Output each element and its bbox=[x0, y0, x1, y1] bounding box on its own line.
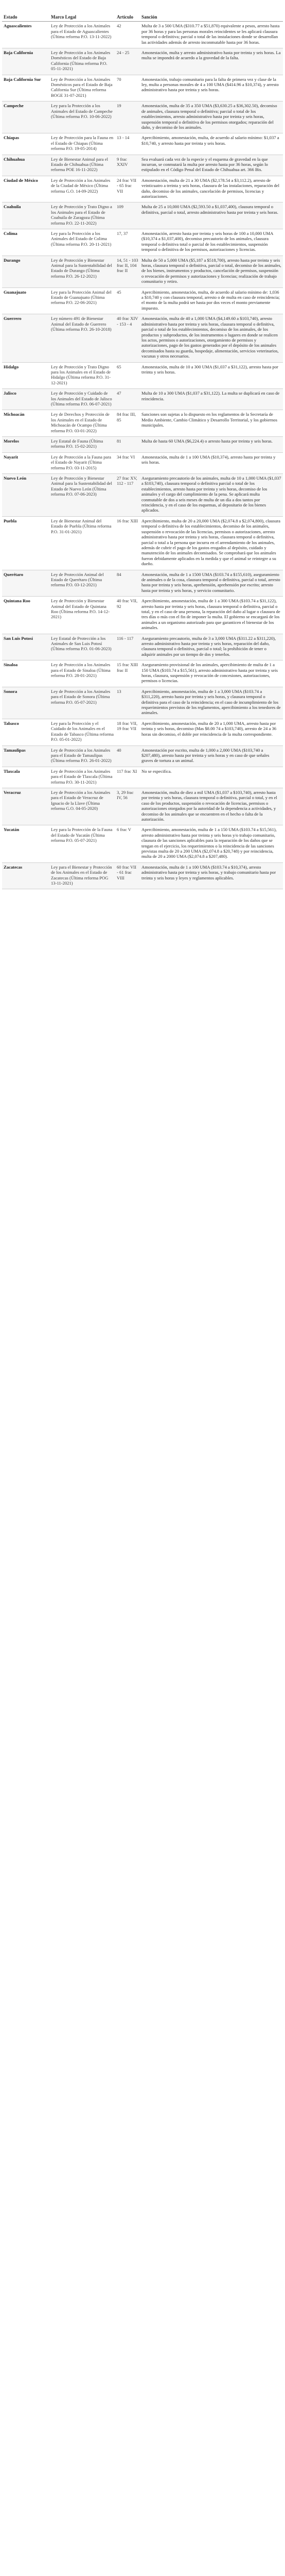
state-cell: Chihuahua bbox=[2, 155, 49, 176]
state-cell: Zacatecas bbox=[2, 862, 49, 889]
state-cell: Veracruz bbox=[2, 788, 49, 825]
article-cell: 116 - 117 bbox=[115, 634, 140, 660]
legal-framework-cell: Ley de Bienestar Animal del Estado de Puebla (Última reforma P.O. 31-01-2021) bbox=[49, 516, 115, 570]
table-row bbox=[2, 474, 283, 517]
sanction-cell: Amonestación, multa de 1 a 1500 UMA ($103.74 a $155,610), aseguramiento de animales o de la cosa, clausura temporal o definitiva, parcial o total, arresto hasta por treinta y seis horas, aprehensión, aprehensión por escrito; arresto hasta por treinta y seis horas, y servicio comunitario. bbox=[140, 570, 283, 597]
sanction-cell: Apercibimiento, multa de 20 a 20,000 UMA ($2,074.8 a $2,074,800), clausura temporal o definitiva de los establecimientos, decomiso de los animales, suspensión o revocación de las licencias, permisos o autorizaciones, arresto administrativo hasta por treinta y seis horas, clausura temporal o definitiva, parcial o total a la persona que incurra en el arrendamiento de los animales, además de cubrir el pago de los gastos erogados al depósito, cuidado y manutención de los animales decomisados. Se comprobará que los animales fueron debidamente aplicados en la medida y que el animal se reintegre a su dueño. bbox=[140, 516, 283, 570]
sanction-cell: Multa de 3 a 500 UMA ($310.77 a $51,870) equivalente a pesos, arresto hasta por 36 horas y para las personas morales reincidentes se les aplicará clausura temporal o definitiva; parcial o total de las instalaciones donde se desarrollan las actividades además de arresto inconmutable hasta por 36 horas. bbox=[140, 22, 283, 48]
state-cell: Ciudad de México bbox=[2, 176, 49, 202]
legal-framework-cell: Ley de Protección a los Animales para el Estado de Tamaulipas (Última reforma P.O. 26-01-2022) bbox=[49, 745, 115, 767]
table-row bbox=[2, 287, 283, 314]
legal-framework-cell: Ley número 491 de Bienestar Animal del Estado de Guerrero (Última reforma P.O. 26-10-2018) bbox=[49, 314, 115, 362]
sanction-cell: Amonestación, multa y arresto administrativo hasta por treinta y seis horas. La multa se impondrá de acuerdo a la gravedad de la falta. bbox=[140, 48, 283, 75]
table-row bbox=[2, 256, 283, 287]
legal-framework-cell: Ley de Protección y Bienestar Animal para la Sustentabilidad del Estado de Nuevo León (Última reforma P.O. 07-06-2023) bbox=[49, 474, 115, 517]
legal-framework-cell: Ley para la Protección a los Animales del Estado de Campeche (Última reforma P.O. 10-06-2022) bbox=[49, 101, 115, 133]
table-row bbox=[2, 133, 283, 155]
legal-framework-cell: Ley para el Bienestar y Protección de los Animales en el Estado de Zacatecas (Última reforma POG 13-11-2021) bbox=[49, 862, 115, 889]
legal-framework-cell: Ley de Protección Animal del Estado de Querétaro (Última reforma P.O. 03-12-2021) bbox=[49, 570, 115, 597]
state-cell: Puebla bbox=[2, 516, 49, 570]
legal-framework-cell: Ley de Protección y Bienestar Animal para la Sustentabilidad del Estado de Durango (Última reforma P.O. 26-12-2021) bbox=[49, 256, 115, 287]
sanction-cell: Amonestación, trabajo comunitario para la falta de primera vez y clase de la ley, multa a personas morales de 4 a 100 UMA ($414.96 a $10,374), y arresto administrativo hasta por treinta y seis horas. bbox=[140, 75, 283, 101]
legal-framework-cell: Ley para la Protección y el Cuidado de los Animales en el Estado de Tabasco (Última reforma P.O. 05-01-2022) bbox=[49, 719, 115, 745]
sanction-cell: Amonestación, multa de 10 a 300 UMA ($1,037 a $31,122), arresto hasta por treinta y seis horas. bbox=[140, 362, 283, 389]
state-cell: Colima bbox=[2, 229, 49, 256]
article-cell: 13 - 14 bbox=[115, 133, 140, 155]
article-cell: 40 bbox=[115, 745, 140, 767]
legal-framework-cell: Ley de Protección a los Animales Domésticos del Estado de Baja California (Última reforma P.O. 05-11-2021) bbox=[49, 48, 115, 75]
state-cell: Sinaloa bbox=[2, 660, 49, 687]
table-row bbox=[2, 75, 283, 101]
state-cell: Campeche bbox=[2, 101, 49, 133]
table-row bbox=[2, 788, 283, 825]
article-cell: 24 frac VII - 65 frac VII bbox=[115, 176, 140, 202]
state-cell: Nayarit bbox=[2, 452, 49, 473]
table-row bbox=[2, 22, 283, 48]
sanction-cell: No se especifica. bbox=[140, 767, 283, 788]
article-cell: 6 frac V bbox=[115, 825, 140, 862]
legal-framework-cell: Ley de Protección a los Animales para el Estado de Sinaloa (Última reforma P.O. 28-01-2021) bbox=[49, 660, 115, 687]
state-cell: Tabasco bbox=[2, 719, 49, 745]
article-cell: 40 frac VII, 92 bbox=[115, 597, 140, 634]
table-row bbox=[2, 660, 283, 687]
article-cell: 84 bbox=[115, 570, 140, 597]
table-row bbox=[2, 825, 283, 862]
state-cell: Guanajuato bbox=[2, 287, 49, 314]
article-cell: 15 frac XIII frac II bbox=[115, 660, 140, 687]
sanction-cell: Sea evaluará cada vez de la especie y el esquema de gravedad en la que incurran, se conmutará la multa por arresto hasta por 36 horas, según lo estipulado en el Código Penal del Estado de Chihuahua art. 366 Bis. bbox=[140, 155, 283, 176]
legal-framework-cell: Ley para la Protección a los Animales del Estado de Colima (Última reforma P.O. 20-11-2021) bbox=[49, 229, 115, 256]
table-row bbox=[2, 362, 283, 389]
article-cell: 17, 37 bbox=[115, 229, 140, 256]
article-cell: 40 frac XIV - 153 - 4 bbox=[115, 314, 140, 362]
sanction-cell: Multa de 25 a 10,000 UMA ($2,593.50 a $1,037,400), clausura temporal o definitiva, parcial o total, arresto administrativo hasta por treinta y seis horas. bbox=[140, 202, 283, 229]
legal-framework-cell: Ley Estatal de Protección a los Animales de San Luis Potosí (Última reforma P.O. 01-06-2023) bbox=[49, 634, 115, 660]
table-row bbox=[2, 389, 283, 410]
article-cell: 14, 51 - 103 frac II, 104 frac II bbox=[115, 256, 140, 287]
state-cell: Yucatán bbox=[2, 825, 49, 862]
article-cell: 65 bbox=[115, 362, 140, 389]
legal-framework-cell: Ley Estatal de Fauna (Última reforma P.O. 15-02-2021) bbox=[49, 437, 115, 453]
sanction-cell: Multa de 10 a 300 UMA ($1,037 a $31,122). La multa se duplicará en caso de reincidencia. bbox=[140, 389, 283, 410]
article-cell: 34 frac VI bbox=[115, 452, 140, 473]
table-row bbox=[2, 516, 283, 570]
legal-framework-cell: Ley de Protección para la Fauna en el Estado de Chiapas (Última reforma P.O. 19-05-2014) bbox=[49, 133, 115, 155]
legal-framework-cell: Ley de Protección y Trato Digno para los Animales en el Estado de Hidalgo (Última reforma P.O. 31-12-2021) bbox=[49, 362, 115, 389]
state-cell: Quintana Roo bbox=[2, 597, 49, 634]
article-cell: 60 frac VII - 61 frac VIII bbox=[115, 862, 140, 889]
sanction-cell: Apercibimiento, amonestación, multa de 1 a 3,000 UMA ($103.74 a $311,220), arresto hasta por treinta y seis horas, y clausura temporal o definitiva para el caso de la reincidencia; en el caso de incumplimiento de los requerimientos previstos de los reglamentos, apercibimiento a los tenedores de animales. bbox=[140, 687, 283, 719]
sanction-cell: Amonestación, multa de 21 a 30 UMA ($2,178.54 a $3,112.2), arresto de veinticuatro a treinta y seis horas, clausura de las instalaciones, reparación del daño, decomiso de los animales, cancelación de permisos, licencias y autorizaciones. bbox=[140, 176, 283, 202]
article-cell: 24 - 25 bbox=[115, 48, 140, 75]
sanction-cell: Aseguramiento precautorio, multa de 3 a 3,000 UMA ($311.22 a $311,220), arresto administrativo hasta por treinta y seis horas, reparación del daño, clausura temporal o definitiva, parcial o total; la prohibición de tener o adquirir animales por un tiempo de dos y tenerlos. bbox=[140, 634, 283, 660]
legal-framework-cell: Ley de Protección a los Animales Domésticos para el Estado de Baja California Sur (Última reforma BOGE 31-07-2021) bbox=[49, 75, 115, 101]
sanction-cell: Amonestación, multa de 1 a 100 UMA ($103.74 a $10,374), arresto administrativo hasta por treinta y seis horas, y trabajo comunitario hasta por treinta y seis horas y leyes y reglamentos aplicables. bbox=[140, 862, 283, 889]
state-cell: Querétaro bbox=[2, 570, 49, 597]
column-header-sancion: Sanción bbox=[140, 13, 283, 22]
sanction-cell: Amonestación, multa de 1 a 100 UMA ($10,374), arresto hasta por treinta y seis horas. bbox=[140, 452, 283, 473]
state-cell: Coahuila bbox=[2, 202, 49, 229]
legal-framework-cell: Ley para la Protección de la Fauna del Estado de Yucatán (Última reforma P.O. 05-07-2021) bbox=[49, 825, 115, 862]
table-row bbox=[2, 719, 283, 745]
state-cell: Aguascalientes bbox=[2, 22, 49, 48]
state-cell: Morelos bbox=[2, 437, 49, 453]
legal-framework-cell: Ley de Protección y Bienestar Animal del Estado de Quintana Roo (Última reforma P.O. 14-12-2021) bbox=[49, 597, 115, 634]
sanction-cell: Apercibimiento, amonestación, multa de 1 a 150 UMA ($103.74 a $15,561), arresto administrativo hasta por treinta y seis horas y/o trabajo comunitario, clausura de las sanciones aplicables para la reparación de los daños que se tengan en el ejercicio, los requerimientos o la reincidencia de las sanciones previstas multa de 20 a 200 UMA ($2,074.8 a $20,748) y por reincidencia, multa de 20 a 2000 UMA ($2,074.8 a $207,480). bbox=[140, 825, 283, 862]
article-cell: 70 bbox=[115, 75, 140, 101]
table-body bbox=[2, 22, 283, 889]
state-cell: Tamaulipas bbox=[2, 745, 49, 767]
table-row bbox=[2, 570, 283, 597]
article-cell: 13 bbox=[115, 687, 140, 719]
animal-protection-laws-table bbox=[2, 13, 283, 889]
table-row bbox=[2, 155, 283, 176]
state-cell: Sonora bbox=[2, 687, 49, 719]
article-cell: 42 bbox=[115, 22, 140, 48]
table-row bbox=[2, 767, 283, 788]
sanction-cell: Amonestación, multa de 35 a 350 UMA ($3,630.25 a $36,302.50), decomiso de animales, clausura temporal o definitiva; parcial o total de los establecimientos, arresto administrativo hasta por treinta y seis horas, suspensión temporal o definitiva de los permisos otorgados; reparación del daño, y decomiso de los animales. bbox=[140, 101, 283, 133]
sanction-cell: Apercibimiento, amonestación, multa de 20 a 1,000 UMA, arresto hasta por treinta y seis horas, decomiso (Mas $8.00 74 a $103,740), arresto de 24 a 36 horas sin decomiso, el doble por reincidencia de la multa correspondiente. bbox=[140, 719, 283, 745]
article-cell: 27 frac XV, 112 - 117 bbox=[115, 474, 140, 517]
sanction-cell: Apercibimiento, amonestación, multa, de acuerdo al salario mínimo de: 1,036 a $10,740 y con clausura temporal, arresto o de multa en caso de reincidencia; el monto de la multa podrá ser hasta por dos veces el monto previamente impuesto. bbox=[140, 287, 283, 314]
state-cell: Durango bbox=[2, 256, 49, 287]
table-row bbox=[2, 687, 283, 719]
article-cell: 84 frac III, 85 bbox=[115, 410, 140, 437]
table-header bbox=[2, 13, 283, 22]
legal-framework-cell: Ley de Protección y Trato Digno a los Animales para el Estado de Coahuila de Zaragoza (Última reforma P.O. 22-11-2022) bbox=[49, 202, 115, 229]
article-cell: 47 bbox=[115, 389, 140, 410]
state-cell: Baja California Sur bbox=[2, 75, 49, 101]
table-row bbox=[2, 410, 283, 437]
table-row bbox=[2, 634, 283, 660]
sanction-cell: Apercibimiento, amonestación, multa, de acuerdo al salario mínimo: $1,037 a $10,740, y arresto hasta por treinta y seis horas. bbox=[140, 133, 283, 155]
legal-framework-cell: Ley de Protección a la Fauna para el Estado de Nayarit (Última reforma P.O. 03-11-2015) bbox=[49, 452, 115, 473]
state-cell: Nuevo León bbox=[2, 474, 49, 517]
article-cell: 18 frac VII, 19 frac VII bbox=[115, 719, 140, 745]
legal-framework-cell: Ley de Protección a los Animales para el Estado de Veracruz de Ignacio de la Llave (Última reforma G.O. 04-05-2020) bbox=[49, 788, 115, 825]
sanction-cell: Amonestación, arresto hasta por treinta y seis horas de 100 a 10,000 UMA ($10,374 a $1,037,400), decomiso precautorio de los animales, clausura temporal o definitiva total o parcial de los establecimientos, suspensión temporal o definitiva de los permisos, autorizaciones y licencias. bbox=[140, 229, 283, 256]
sanction-cell: Sanciones son sujetas a lo dispuesto en los reglamentos de la Secretaría de Medio Ambiente, Cambio Climático y Desarrollo Territorial, y los gobiernos municipales. bbox=[140, 410, 283, 437]
sanction-cell: Apercibimiento, amonestación, multa de 1 a 300 UMA ($103.74 a $31,122), arresto hasta por treinta y seis horas, clausura temporal o definitiva, parcial o total, y en el caso de una persona, la reparación del daño al lugar o clausura de tres días o más con el fin de imponer la multa. El gobierno se encargará de los animales a un organismo autorizado para que garanticen el bienestar de los animales. bbox=[140, 597, 283, 634]
legal-framework-cell: Ley de Protección a los Animales de la Ciudad de México (Última reforma G.O. 14-09-2022) bbox=[49, 176, 115, 202]
state-cell: Jalisco bbox=[2, 389, 49, 410]
table-row bbox=[2, 176, 283, 202]
legal-framework-cell: Ley de Bienestar Animal para el Estado de Chihuahua (Última reforma POE 16-11-2022) bbox=[49, 155, 115, 176]
article-cell: 16 frac XIII bbox=[115, 516, 140, 570]
state-cell: Baja California bbox=[2, 48, 49, 75]
legal-framework-cell: Ley de Protección a los Animales para el Estado de Aguascalientes (Última reforma P.O. 13-11-2022) bbox=[49, 22, 115, 48]
article-cell: 109 bbox=[115, 202, 140, 229]
state-cell: Michoacán bbox=[2, 410, 49, 437]
table-row bbox=[2, 452, 283, 473]
table-row bbox=[2, 48, 283, 75]
header-row bbox=[2, 13, 283, 22]
sanction-cell: Amonestación, multa de diez a mil UMA ($1,037 a $103,740), arresto hasta por treinta y seis horas, clausura temporal o definitiva, parcial o total, y en el caso de los productos, suspensión o revocación de licencias, permisos o autorizaciones otorgados por la autoridad de la dependencia a actividades, y decomiso de los animales que se encuentren en el hecho o falta de la autorización. bbox=[140, 788, 283, 825]
article-cell: 9 frac XXIV bbox=[115, 155, 140, 176]
column-header-marco-legal: Marco Legal bbox=[49, 13, 115, 22]
article-cell: 117 frac XI bbox=[115, 767, 140, 788]
state-cell: Hidalgo bbox=[2, 362, 49, 389]
table-row bbox=[2, 229, 283, 256]
sanction-cell: Aseguramiento provisional de los animales, apercibimiento de multa de 1 a 150 UMA ($103.74 a $15,561), arresto administrativo hasta por treinta y seis horas, clausura, suspensión y revocación de concesiones, autorizaciones, permisos o licencias. bbox=[140, 660, 283, 687]
article-cell: 81 bbox=[115, 437, 140, 453]
article-cell: 3, 29 frac IV, 56 bbox=[115, 788, 140, 825]
sanction-cell: Multa de hasta 60 UMA ($6,224.4) o arresto hasta por treinta y seis horas. bbox=[140, 437, 283, 453]
legal-framework-cell: Ley de Protección a los Animales para el Estado de Tlaxcala (Última reforma P.O. 30-11-2021) bbox=[49, 767, 115, 788]
table-row bbox=[2, 862, 283, 889]
state-cell: San Luis Potosí bbox=[2, 634, 49, 660]
table-row bbox=[2, 597, 283, 634]
state-cell: Tlaxcala bbox=[2, 767, 49, 788]
legal-framework-cell: Ley para la Protección Animal del Estado de Guanajuato (Última reforma P.O. 22-06-2021) bbox=[49, 287, 115, 314]
table-row bbox=[2, 202, 283, 229]
article-cell: 19 bbox=[115, 101, 140, 133]
state-cell: Chiapas bbox=[2, 133, 49, 155]
column-header-estado: Estado bbox=[2, 13, 49, 22]
sanction-cell: Multa de 50 a 5,000 UMA ($5,187 a $518,700), arresto hasta por treinta y seis horas, clausura temporal o definitiva, parcial o total, decomiso de los animales, de los bienes, instrumentos y productos, cancelación de permisos, suspensión o revocación de permisos y autorizaciones y licencias; realización de trabajo comunitario y retiro. bbox=[140, 256, 283, 287]
legal-framework-cell: Ley de Protección a los Animales para el Estado de Sonora (Última reforma P.O. 05-07-2021) bbox=[49, 687, 115, 719]
legal-framework-cell: Ley de Protección y Cuidado de los Animales del Estado de Jalisco (Última reforma P.O. 06-07-2021) bbox=[49, 389, 115, 410]
table-row bbox=[2, 101, 283, 133]
state-cell: Guerrero bbox=[2, 314, 49, 362]
sanction-cell: Aseguramiento precautorio de los animales, multa de 10 a 1,000 UMA ($1,037 a $103,740), clausura temporal o definitiva parcial o total de los establecimientos, arresto hasta por treinta y seis horas, decomiso de los animales y el cargo del cumplimiento de la pena. Se aplicará multa conmutable de dos a seis meses de multa de un día a dos tantos por reincidencia, y en el caso de los esquemas, al depositario de los bienes aplicados. bbox=[140, 474, 283, 517]
article-cell: 45 bbox=[115, 287, 140, 314]
sanction-cell: Amonestación por escrito, multa de 1,000 a 2,000 UMA ($103,740 a $207,480), arresto hasta por treinta y seis horas y en caso de que señales graves de tortura a un animal. bbox=[140, 745, 283, 767]
table-row bbox=[2, 437, 283, 453]
table-row bbox=[2, 314, 283, 362]
legal-framework-cell: Ley de Derechos y Protección de los Animales en el Estado de Michoacán de Ocampo (Última reforma P.O. 03-01-2022) bbox=[49, 410, 115, 437]
table-row bbox=[2, 745, 283, 767]
column-header-articulo: Artículo bbox=[115, 13, 140, 22]
sanction-cell: Amonestación, multa de 40 a 1,000 UMA ($4,149.60 a $103,740), arresto administrativo hasta por treinta y seis horas, clausura temporal o definitiva, parcial o total de los establecimientos, decomiso de los animales, de los productos y subproductos, de los instrumentos o lugares en donde se realicen los actos, permisos o autorizaciones, otorgamiento de permisos y autorizaciones, pago de los gastos generados por el depósito de los animales decomisados hasta su guarda, hospedaje, alimentación, servicios veterinarios, vacunas y otros necesarios. bbox=[140, 314, 283, 362]
